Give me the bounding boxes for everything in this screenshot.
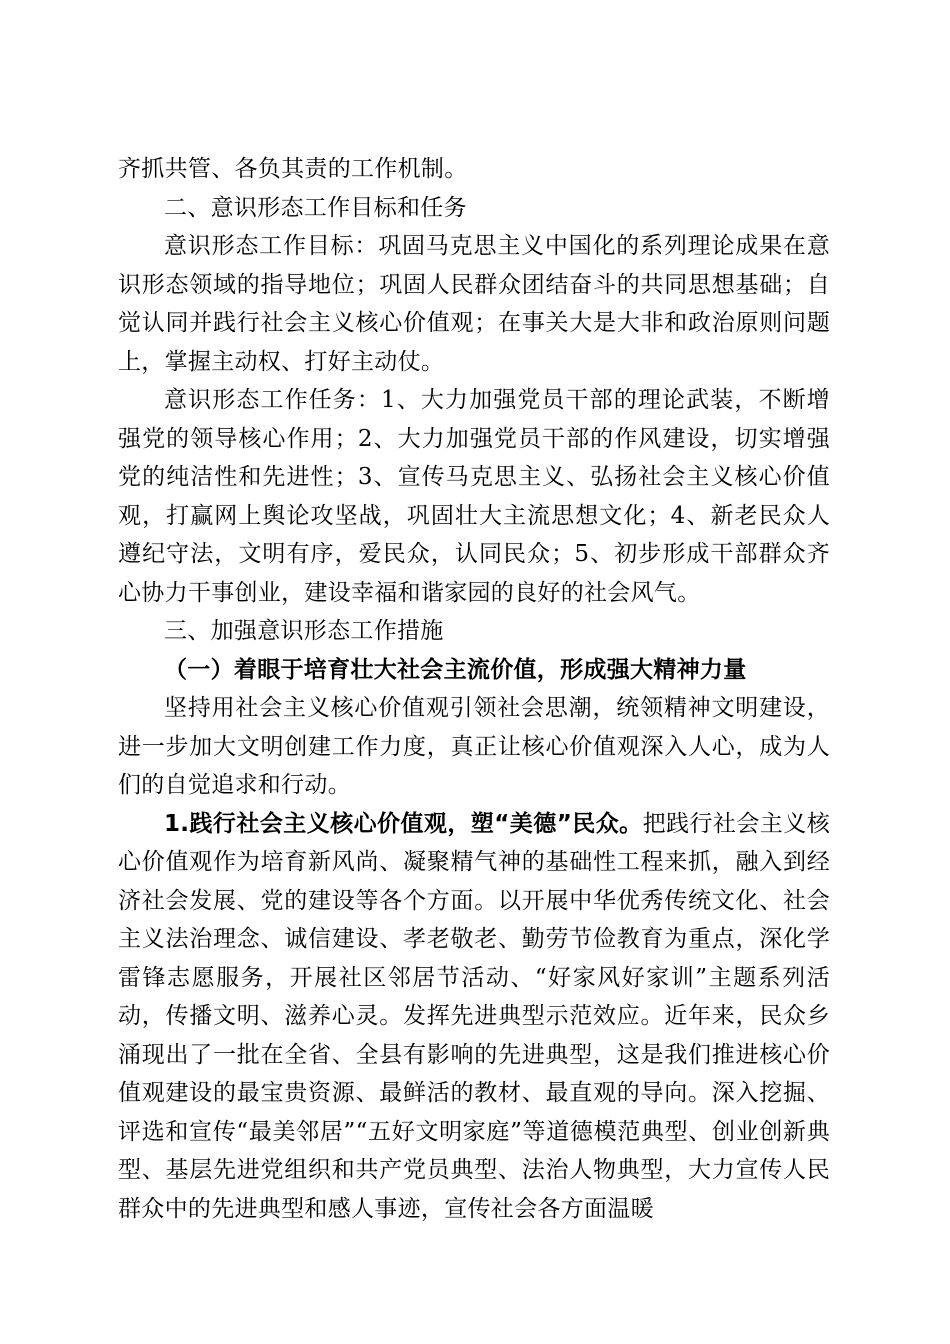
paragraph-continuation: 齐抓共管、各负其责的工作机制。 <box>118 156 468 182</box>
item-1-lead: 1.践行社会主义核心价值观，塑“美德”民众。 <box>164 810 643 837</box>
section-heading-2: 二、意识形态工作目标和任务 <box>164 194 467 221</box>
paragraph-item-1 <box>118 805 830 1229</box>
subsection-heading-1: （一）着眼于培育壮大社会主流价值，形成强大精神力量 <box>164 655 747 683</box>
item-1-body: 把践行社会主义核心价值观作为培育新风尚、凝聚精气神的基础性工程来抓，融入到经济社会发展、党的建设等各个方面。以开展中华优秀传统文化、社会主义法治理念、诚信建设、孝老敬老、勤劳节俭教育为重点，深化学雷锋志愿服务，开展社区邻居节活动、“好家风好家训”主题系列活动，传播文明、滋养心灵。发挥先进典型示范效应。近年来，民众乡涌现出了一批在全省、全县有影响的先进典型，这是我们推进核心价值观建设的最宝贵资源、最鲜活的教材、最直观的导向。深入挖掘、评选和宣传“最美邻居”“五好文明家庭”等道德模范典型、创业创新典型、基层先进党组织和共产党员典型、法治人物典型，大力宣传人民群众中的先进典型和感人事迹，宣传社会各方面温暖 <box>118 810 830 1222</box>
section-heading-3: 三、加强意识形态工作措施 <box>164 618 444 644</box>
paragraph-subsection-1: 坚持用社会主义核心价值观引领社会思潮，统领精神文明建设，进一步加大文明创建工作力度，真正让核心价值观深入人心，成为人们的自觉追求和行动。 <box>118 695 830 798</box>
document-page <box>118 150 830 1228</box>
paragraph-goals: 意识形态工作目标：巩固马克思主义中国化的系列理论成果在意识形态领域的指导地位；巩固人民群众团结奋斗的共同思想基础；自觉认同并践行社会主义核心价值观；在事关大是大非和政治原则问题上，掌握主动权、打好主动仗。 <box>118 233 830 375</box>
paragraph-tasks: 意识形态工作任务：1、大力加强党员干部的理论武装，不断增强党的领导核心作用；2、大力加强党员干部的作风建设，切实增强党的纯洁性和先进性；3、宣传马克思主义、弘扬社会主义核心价值观，打赢网上舆论攻坚战，巩固壮大主流思想文化；4、新老民众人遵纪守法，文明有序，爱民众，认同民众；5、初步形成干部群众齐心协力干事创业，建设幸福和谐家园的良好的社会风气。 <box>118 387 830 606</box>
